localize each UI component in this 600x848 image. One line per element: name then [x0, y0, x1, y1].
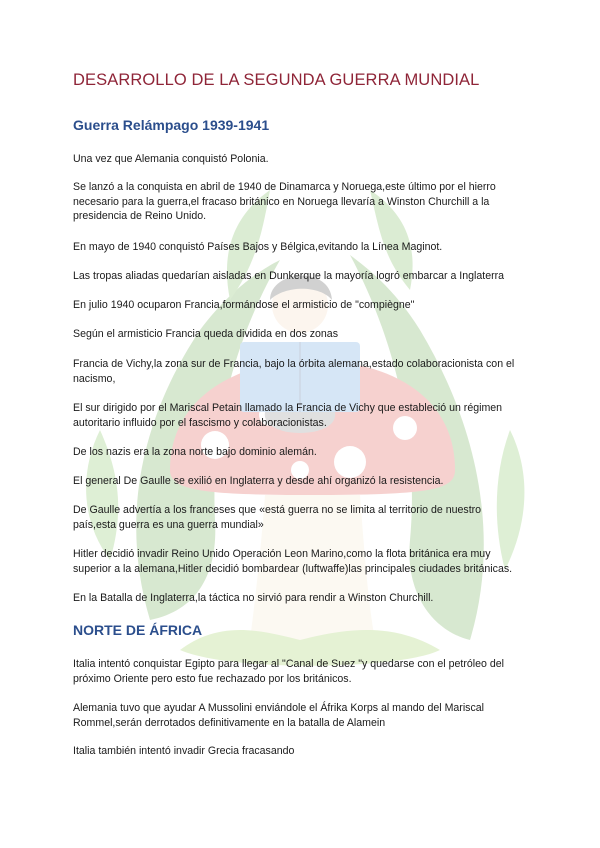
- paragraph: En la Batalla de Inglaterra,la táctica no sirvió para rendir a Winston Churchill.: [73, 592, 434, 604]
- paragraph: Hitler decidió invadir Reino Unido Operación Leon Marino,como la flota británica era muy superior a la alemana,Hitler decidió bombardear (luftwaffe)las principales ciudades británicas.: [73, 548, 513, 575]
- paragraph: Según el armisticio Francia queda dividida en dos zonas: [73, 328, 338, 340]
- paragraph: Las tropas aliadas quedarían aisladas en Dunkerque la mayoría logró embarcar a Inglaterra: [73, 270, 505, 282]
- paragraph: El sur dirigido por el Mariscal Petain llamado la Francia de Vichy que estableció un régimen autoritario influido por el fascismo y colaboracionistas.: [73, 402, 503, 429]
- paragraph: El general De Gaulle se exilió en Inglaterra y desde ahí organizó la resistencia.: [73, 475, 444, 487]
- paragraph: Alemania tuvo que ayudar A Mussolini enviándole el Áfrika Korps al mando del Mariscal Rommel,serán derrotados definitivamente en la batalla de Alamein: [73, 702, 485, 729]
- section-heading-norte-africa: NORTE DE ÁFRICA: [73, 622, 203, 638]
- section-heading-guerra-relampago: Guerra Relámpago 1939-1941: [73, 117, 270, 133]
- paragraph: En mayo de 1940 conquistó Países Bajos y Bélgica,evitando la Línea Maginot.: [73, 241, 443, 253]
- paragraph: Una vez que Alemania conquistó Polonia.: [73, 153, 269, 165]
- document-title: DESARROLLO DE LA SEGUNDA GUERRA MUNDIAL: [73, 71, 480, 89]
- paragraph: Italia también intentó invadir Grecia fracasando: [73, 745, 295, 757]
- paragraph: Francia de Vichy,la zona sur de Francia, bajo la órbita alemana,estado colaboracionista con el nacismo,: [73, 358, 515, 385]
- paragraph: Italia intentó conquistar Egipto para llegar al "Canal de Suez "y quedarse con el petróleo del próximo Oriente pero esto fue rechazado por los británicos.: [73, 658, 504, 685]
- paragraph: En julio 1940 ocuparon Francia,formándose el armisticio de "compiègne": [73, 299, 415, 311]
- paragraph: De los nazis era la zona norte bajo dominio alemán.: [73, 446, 317, 458]
- paragraph: Se lanzó a la conquista en abril de 1940 de Dinamarca y Noruega,este último por el hierro necesario para la guerra,el fracaso británico en Noruega llevaría a Winston Churchill a la presidencia de Reino Unido.: [73, 181, 496, 222]
- paragraph: De Gaulle advertía a los franceses que «está guerra no se limita al territorio de nuestro país,esta guerra es una guerra mundial»: [73, 504, 482, 531]
